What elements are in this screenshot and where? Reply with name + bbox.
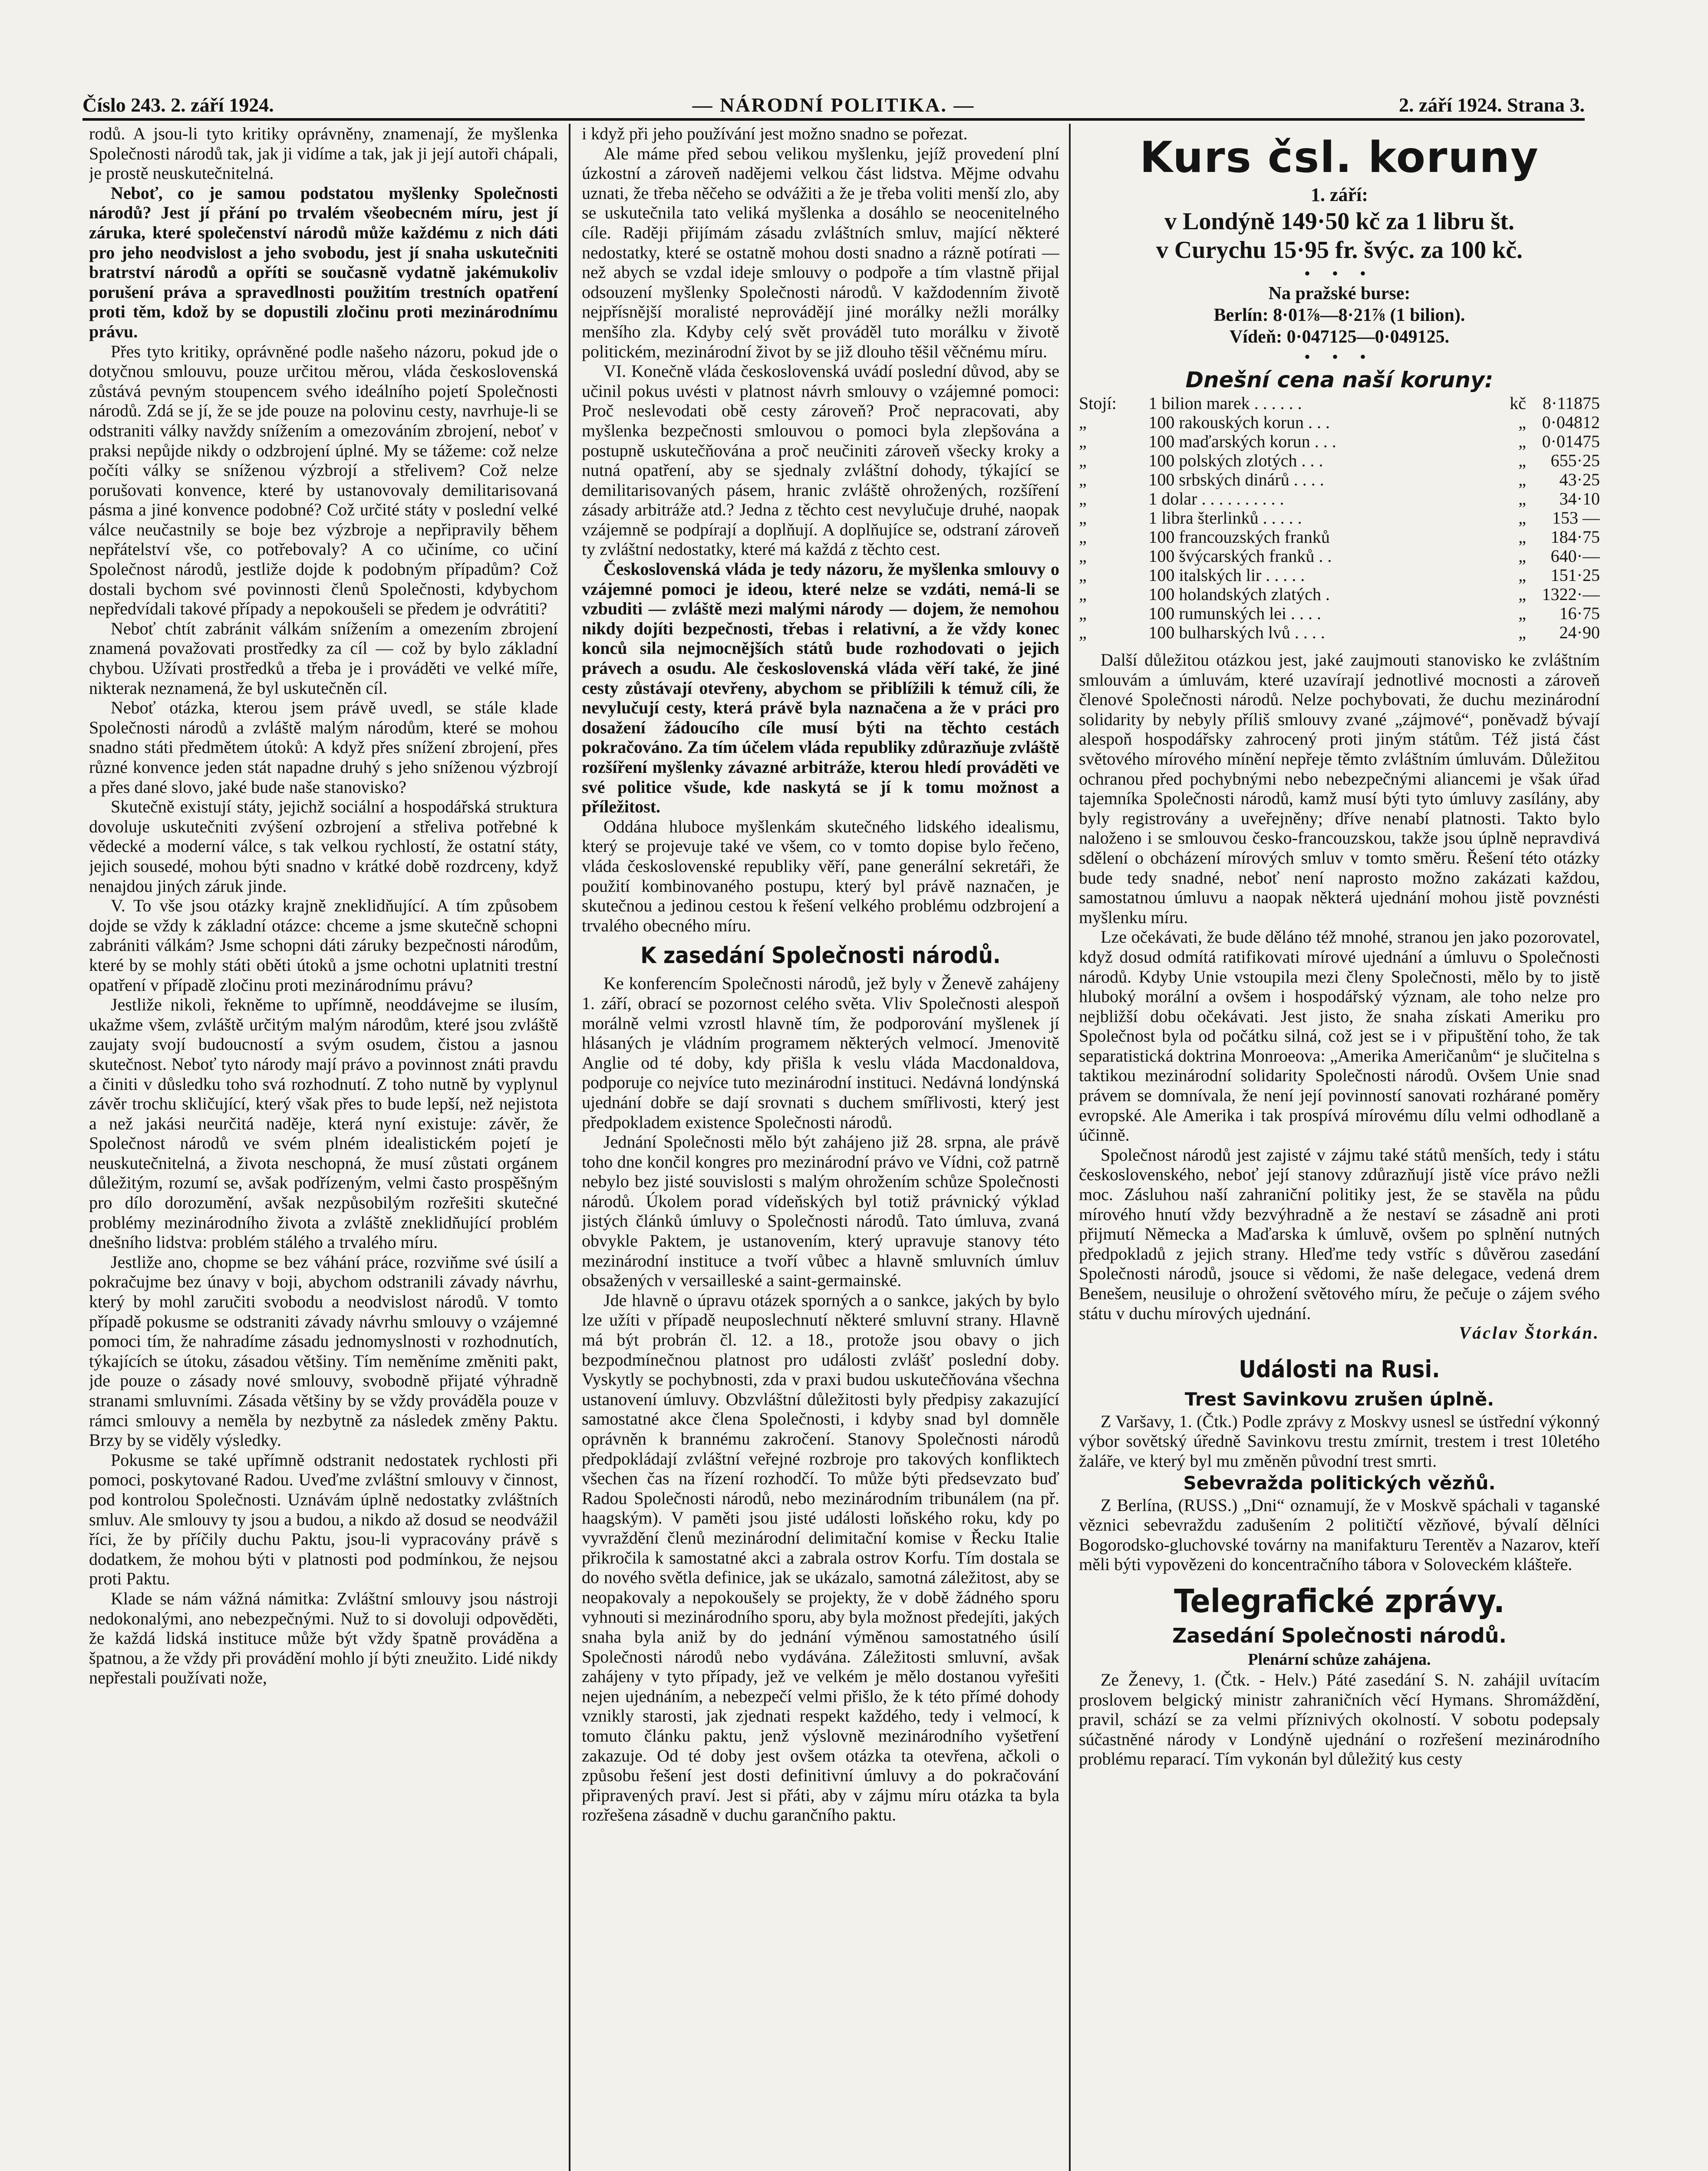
subheading: Plenární schůze zahájena. xyxy=(1248,1650,1431,1669)
paragraph: Ke konferencím Společnosti národů, jež byly v Ženevě zahájeny 1. září, obrací se pozornost celého světa. Vliv Společnosti alespoň morálně velmi vzrostl hlavně tím, že podporování myšlenek jí hlásaných je vládním programem některých velmocí. Jmenovitě Anglie od té doby, kdy přišla k veslu vláda Macdonaldova, podporuje co nejvíce tuto mezinárodní instituci. Nedávná londýnská ujednání dobře se dají srovnati s duchem smířlivosti, který jest předpokladem existence Společnosti národů. xyxy=(582,973,1059,1132)
rate-unit: „ xyxy=(1518,489,1526,508)
rate-label: 100 francouzských franků xyxy=(1148,527,1330,547)
exchange-rate-zurich: v Curychu 15·95 fr. švýc. za 100 kč. xyxy=(1156,237,1523,264)
rate-prefix: „ xyxy=(1079,584,1087,604)
paragraph: VI. Konečně vláda československá uvádí poslední důvod, aby se učinil pokus uvésti v platnost návrh smlouvy o vzájemné pomoci: Proč neslevodati obě cesty zároveň? Proč nepracovati, aby myšlenka bezpečnosti smlouvou o pomoci byla zlepšována a postupně uskutečňována a proč neučiniti zároveň všecky kroky a nutná opatření, aby se sjednaly zvláštní dohody, týkající se demilitarisovaných pásem, hranic zvláště ohrožených, rozšíření zásady arbitráže atd.? Jedna z těchto cest nevylučuje druhé, naopak vzájemně se podpírají a doplňují. A doplňujíce se, odstraní zároveň ty zvláštní nedostatky, které má každá z těchto cest. xyxy=(582,361,1059,559)
separator-dots: • • • xyxy=(1304,264,1375,283)
rate-unit: „ xyxy=(1518,451,1526,470)
rate-label: 100 polských zlotých . . . xyxy=(1148,451,1323,470)
rate-unit: „ xyxy=(1518,432,1526,451)
rate-label: 1 dolar . . . . . . . . . . xyxy=(1148,489,1284,508)
paragraph: Další důležitou otázkou jest, jaké zaujmouti stanovisko ke zvláštním smlouvám a úmluvám, které uzavírají jednotlivé mocnosti a zároveň členové Společnosti národů. Nelze pochybovati, že duchu mezinárodní solidarity by nebyly příliš smlouvy zvané „zájmové“, poněvadž bývají alespoň hospodářsky zahrocený proti jiným státům. Též jistá část světového mírového mínění nepřeje těmto zvláštním úmluvám. Důležitou ochranou před pochybnými nebo nebezpečnými aliancemi je však úřad tajemníka Společnosti národů, kamž musí býti tyto úmluvy zasílány, aby byly registrovány a uveřejněny; dříve nenabí platnosti. Takto bylo naloženo i se smlouvou česko-francouzskou, takže jsou úplně nepravdivá sdělení o obcházení mírových smluv v tomto směru. Řešení této otázky bude tedy snadné, neboť není naprosto možno zakázati každou, samostatnou úmluvu a naopak některá ujednání mohou jistě povznésti myšlenku míru. xyxy=(1079,650,1600,927)
paragraph: Z Berlína, (RUSS.) „Dni“ oznamují, že v Moskvě spáchali v taganské věznici sebevraždu zadušením 2 političtí vězňové, bývalí dělníci Bogorodsko-gluchovské továrny na manifakturu Terentěv a Nazarov, kteří měli býti vypovězeni do koncentračního tábora v Soloveckém klášteře. xyxy=(1079,1495,1600,1574)
currency-rates-table xyxy=(1079,394,1600,642)
paragraph: Přes tyto kritiky, oprávněné podle našeho názoru, pokud jde o dotyčnou smlouvu, pouze určitou měrou, vláda československá zůstává pevným stoupencem svého ideálního pojetí Společnosti národů. Zdá se jí, že se jde pouze na polovinu cesty, navrhuje-li se odstraniti války navždy snížením a omezováním zbrojení, neboť v praksi nepůjde nikdy o odzbrojení úplné. My se tážeme: což nelze počíti války se sníženou výzbrojí a střelivem? Což nelze porušovati konvence, které by ustanovovaly demilitarisovaná pásma a jiné konvence podobné? Což určité státy v poslední velké válce neučastnily se boje bez výzbroje a nepřipravily během nepřátelství vše, co potřebovaly? A co učiníme, co učiní Společnost národů, jestliže dojde k podobným případům? Což dostali bychom své povinnosti členů Společnosti, kdybychom nepředvídali takové případy a nepokoušeli se předem je odvrátiti? xyxy=(89,341,558,619)
rate-row xyxy=(1079,604,1600,623)
bourse-vienna: Vídeň: 0·047125—0·049125. xyxy=(1229,327,1450,347)
rate-unit: kč xyxy=(1510,393,1526,413)
column-divider xyxy=(569,124,570,2171)
paragraph: V. To vše jsou otázky krajně zneklidňující. A tím způsobem dojde se vždy k základní otázce: chceme a jsme skutečně schopni zabrániti válkám? Jsme schopni dáti záruky bezpečnosti národům, které by se mohly státi oběti útoků a jsme ochotni uplatniti trestní opatření v případě zločinu proti mezinárodnímu právu? xyxy=(89,896,558,995)
paragraph: Klade se nám vážná námitka: Zvláštní smlouvy jsou nástroji nedokonalými, ano nebezpečnými. Nuž to si dovoluji odpověděti, že každá lidská instituce může být vždy špatně prováděna a špatnou, a že vždy při provádění mohlo jí býti zneužito. Lidé nikdy nepřestali používati nože, xyxy=(89,1588,558,1688)
rate-label: 100 švýcarských franků . . xyxy=(1148,546,1332,566)
paragraph: Pokusme se také upřímně odstranit nedostatek rychlosti při pomoci, poskytované Radou. Uveďme zvláštní smlouvy v činnost, pod kontrolou Společnosti. Uznávám úplně nedostatky zvláštních smluv. Ale smlouvy ty jsou a budou, a nikdo až dosud se neodvážil říci, že by příčily duchu Paktu, jsou-li vypracovány právě s dodatkem, že mohou býti v platnosti pod podmínkou, že nejsou proti Paktu. xyxy=(89,1450,558,1589)
subheading: Sebevražda politických vězňů. xyxy=(1183,1472,1496,1494)
rate-row xyxy=(1079,585,1600,604)
paragraph: Z Varšavy, 1. (Čtk.) Podle zprávy z Moskvy usnesl se ústřední výkonný výbor sovětský úředně Savinkovu trestu zmírnit, trestem i trest 10letého žaláře, ve který byl mu změněn původní trest smrti. xyxy=(1079,1411,1600,1471)
rate-unit: „ xyxy=(1518,470,1526,489)
rate-row xyxy=(1079,451,1600,470)
rate-row xyxy=(1079,547,1600,566)
paragraph: Oddána hluboce myšlenkám skutečného lidského idealismu, který se projevuje také ve všem, co v tomto dopise bylo řečeno, vláda československé republiky věří, pane generální sekretáři, že použití kombinovaného postupu, který byl právě naznačen, je skutečnou a jedinou cestou k řešení velkého problému odzbrojení a trvalého obecného míru. xyxy=(582,816,1059,935)
rate-prefix: „ xyxy=(1079,604,1087,623)
rate-prefix: „ xyxy=(1079,489,1087,508)
newspaper-title: — NÁRODNÍ POLITIKA. — xyxy=(692,94,975,116)
rate-value: 655·25 xyxy=(1550,451,1600,470)
page-info: 2. září 1924. Strana 3. xyxy=(1398,94,1585,116)
rate-value: 1322·— xyxy=(1542,584,1600,604)
rate-value: 151·25 xyxy=(1550,565,1600,585)
rate-label: 100 srbských dinárů . . . . xyxy=(1148,470,1324,489)
rate-label: 100 rakouských korun . . . xyxy=(1148,412,1330,432)
paragraph: Jestliže nikoli, řekněme to upřímně, neoddávejme se ilusím, ukažme všem, zvláště určitým malým národům, které jsou zvláště zaujaty svojí budoucností a svým osudem, čistou a jasnou skutečnost. Neboť tyto národy mají právo a povinnost znáti pravdu a činiti v důsledku toho svá rozhodnutí. Z toho nutně by vyplynul závěr trochu skličující, který však přes to bude lepší, než nejistota a než jakási neurčitá naděje, která nyní existuje: závěr, že Společnost národů ve svém plném idealistickém pojetí je neuskutečnitelná, a života neschopná, že musí zůstati orgánem důležitým, rozumí se, avšak podřízeným, velmi často prospěšným pro dílo dorozumění, avšak nezpůsobilým rozřešiti skutečné problémy mezinárodního života a zvláště zneklidňující problém dnešního lidstva: problém stálého a trvalého míru. xyxy=(89,995,558,1252)
rate-unit: „ xyxy=(1518,546,1526,566)
paragraph: i když při jeho používání jest možno snadno se pořezat. xyxy=(582,124,968,143)
rate-prefix: Stojí: xyxy=(1079,393,1117,413)
issue-info: Číslo 243. 2. září 1924. xyxy=(82,94,274,116)
rate-unit: „ xyxy=(1518,412,1526,432)
rate-row xyxy=(1079,394,1600,413)
column-3 xyxy=(1079,124,1600,2171)
rate-row xyxy=(1079,566,1600,585)
paragraph-bold: Československá vláda je tedy názoru, že myšlenka smlouvy o vzájemné pomoci je ideou, které nelze se vzdáti, nemá-li se vzbuditi — zvláště mezi malými národy — dojem, že nemohou nikdy dojíti bezpečnosti, třebas i relativní, a že vždy konec konců sila nejmocnějších států bude rozhodovati o jejich právech a osudu. Ale československá vláda věří také, že jiné cesty zůstávají otevřeny, abychom se přiblížili k témuž cíli, že nevylučují cesty, která právě byla naznačena a že v práci pro dosažení žádoucího cíle musí býti na těchto cestách pokračováno. Za tím účelem vláda republiky zdůrazňuje zvláště rozšíření myšlenky závazné arbitráže, kterou hledí prováděti ve své politice všude, kde naskytá se jí k tomu možnost a příležitost. xyxy=(582,559,1059,817)
rate-value: 184·75 xyxy=(1550,527,1600,547)
paragraph: Ale máme před sebou velikou myšlenku, jejíž provedení plní úzkostní a zároveň nadějemi velkou část lidstva. Mějme odvahu uznati, že třeba něčeho se odvážiti a že je třeba voliti menší zlo, aby se uskutečnila tato veliká myšlenka a dosáhlo se neocenitelného cíle. Raději přijímám zásadu zvláštních smluv, mající některé nedostatky, které se ostatně mohou dosti snadno a rázně potírati — než abych se vzdal ideje smlouvy o podpoře a tím vlastně přijal odsouzení myšlenky Společnosti národů. V každodenním životě nejpřísnější moralisté neprovádějí jiné morálky nežli morálky menšího zla. Kdyby celý svět prováděl tuto morálku v životě politickém, mezinárodní život by se již dlouho těšil věčnému míru. xyxy=(582,143,1059,361)
rate-prefix: „ xyxy=(1079,412,1087,432)
rate-prefix: „ xyxy=(1079,546,1087,566)
rate-row xyxy=(1079,489,1600,508)
rate-unit: „ xyxy=(1518,584,1526,604)
rate-prefix: „ xyxy=(1079,508,1087,528)
rate-prefix: „ xyxy=(1079,623,1087,642)
paragraph: Ze Ženevy, 1. (Čtk. - Helv.) Páté zasedání S. N. zahájil uvítacím proslovem belgický ministr zahraničních věcí Hymans. Shromáždění, pravil, schází se za velmi příznivých okolností. V sobotu podepsaly súčastněné národy v Londýně ujednání o rozřešení mezinárodního problému reparací. Tím vykonán byl důležitý kus cesty xyxy=(1079,1669,1600,1769)
rate-value: 153 — xyxy=(1552,508,1600,528)
subheading: Trest Savinkovu zrušen úplně. xyxy=(1184,1388,1494,1410)
paragraph: Lze očekávati, že bude děláno též mnohé, stranou jen jako pozorovatel, když dosud odmítá ratifikovati mírové ujednání a úmluvu o Společnosti národů. Kdyby Unie vstoupila mezi členy Společnosti, mělo by to jistě hluboký morální a ovšem i hospodářský význam, ale toho nelze pro nejbližší dobu očekávati. Jest jisto, že snaha získati Ameriku pro Společnost byla od počátku silná, což jest se i v připuštění toho, že tak separatistická doktrina Monroeova: „Amerika Američanům“ je slučitelna s taktikou mezinárodní solidarity Společnosti národů. Ovšem Unie snad právem se domnívala, že není její povinností sanovati rozhárané poměry evropské. Ale Amerika i tak prospívá mírovému dílu velmi odhodlaně a účinně. xyxy=(1079,927,1600,1145)
paragraph: Skutečně existují státy, jejichž sociální a hospodářská struktura dovoluje uskutečniti zvýšení ozbrojení a střeliva potřebné k vědecké a moderní válce, s tak velkou rychlostí, že ostatní státy, jejich sousedé, mohou býti snadno v krátké době rozdrceny, když nenajdou jiných záruk jinde. xyxy=(89,797,558,896)
rate-label: 1 bilion marek . . . . . . xyxy=(1148,393,1302,413)
rate-label: 1 libra šterlinků . . . . . xyxy=(1148,508,1302,528)
paragraph: Společnost národů jest zajisté v zájmu také států menších, tedy i státu československého, neboť její stanovy zdůrazňují jistě více právo nežli moc. Zásluhou naší zahraniční politiky jest, že se stavěla na půdu mírového hnutí vždy bezvýhradně a že nestaví se zásadně ani proti přijmutí Německa a Maďarska k úmluvě, ovšem po splnění nutných předpokladů z jejich strany. Hleďme tedy vstříc s důvěrou zasedání Společnosti národů, jsouce si vědomi, že naše delegace, vedená drem Benešem, neusiluje o ohrožení světového míru, že pečuje o zájem svého státu v duchu mírových ujednání. xyxy=(1079,1145,1600,1323)
rate-value: 24·90 xyxy=(1559,623,1600,642)
article-heading: Události na Rusi. xyxy=(1239,1355,1440,1383)
column-1 xyxy=(89,124,558,2171)
rate-label: 100 rumunských lei . . . . xyxy=(1148,604,1322,623)
separator-dots: • • • xyxy=(1304,347,1375,366)
rate-value: 0·04812 xyxy=(1542,412,1600,432)
rate-row xyxy=(1079,623,1600,642)
rate-label: 100 holandských zlatých . xyxy=(1148,584,1330,604)
column-divider xyxy=(1069,124,1071,2171)
running-header xyxy=(82,89,1585,119)
rate-unit: „ xyxy=(1518,527,1526,547)
subheading: Zasedání Společnosti národů. xyxy=(1172,1623,1507,1647)
paragraph: Jestliže ano, chopme se bez váhání práce, rozviňme své úsilí a pokračujme bez únavy v boji, abychom odstranili závady návrhu, který by mohl zaručiti svobodu a neodvislost národů. V tomto případě pokusme se odstraniti závady návrhu smlouvy o vzájemné pomoci tím, že nahradíme zásadu jednomyslnosti v rozhodnutích, týkajících se útoku, zásadou většiny. Tím neměníme změniti pakt, jde pouze o zásady nové smlouvy, svobodně přijaté výhradně stranami smluvními. Zásada většiny by se vždy prováděla pouze v rámci smlouvy a neměla by nezbytně za následek změny Paktu. Brzy by se viděly výsledky. xyxy=(89,1252,558,1450)
rate-label: 100 bulharských lvů . . . . xyxy=(1148,623,1325,642)
rate-label: 100 maďarských korun . . . xyxy=(1148,432,1336,451)
article-heading: K zasedání Společnosti národů. xyxy=(640,943,1001,969)
section-heading: Telegrafické zprávy. xyxy=(1174,1582,1505,1620)
rate-prefix: „ xyxy=(1079,527,1087,547)
rate-value: 8·11875 xyxy=(1543,393,1600,413)
exchange-rate-date: 1. září: xyxy=(1311,184,1368,205)
header-rule xyxy=(82,118,1585,121)
rate-value: 640·— xyxy=(1550,546,1600,566)
rate-unit: „ xyxy=(1518,565,1526,585)
rate-row xyxy=(1079,470,1600,489)
rate-row xyxy=(1079,508,1600,528)
rate-value: 34·10 xyxy=(1559,489,1600,508)
rate-label: 100 italských lir . . . . . xyxy=(1148,565,1305,585)
paragraph: rodů. A jsou-li tyto kritiky oprávněny, znamenají, že myšlenka Společnosti národů tak, jak ji vidíme a tak, jak ji její autoři chápali, je prostě neuskutečnitelná. xyxy=(89,124,558,183)
rate-prefix: „ xyxy=(1079,470,1087,489)
rate-value: 16·75 xyxy=(1559,604,1600,623)
paragraph: Jednání Společnosti mělo být zahájeno již 28. srpna, ale právě toho dne končil kongres pro mezinárodní právo ve Vídni, což patrně nebylo bez jisté souvislosti s malým ohrožením schůze Společnosti národů. Úkolem porad vídeňských byl totiž právnický výklad jistých článků úmluvy o Společnosti národů. Tato úmluva, zvaná obvykle Paktem, je ustanovením, který upravuje stanovy této mezinárodní instituce a tvoří vůbec a hlavně smluvních úmluv obsažených v versailleské a saint-germainské. xyxy=(582,1132,1059,1290)
bourse-berlin: Berlín: 8·01⅞—8·21⅞ (1 bilion). xyxy=(1213,305,1465,325)
rate-prefix: „ xyxy=(1079,565,1087,585)
paragraph: Neboť chtít zabránit válkám snížením a omezením zbrojení znamená považovati prostředky za cíl — což by bylo základní chybou. Užívati prostředků a třeba je i prováděti ve velké míře, nikterak neznamená, že byl uskutečněn cíl. xyxy=(89,618,558,698)
bourse-title: Na pražské burse: xyxy=(1268,284,1411,304)
rate-value: 43·25 xyxy=(1559,470,1600,489)
rate-row xyxy=(1079,432,1600,451)
rate-value: 0·01475 xyxy=(1542,432,1600,451)
column-2 xyxy=(582,124,1059,2171)
rate-prefix: „ xyxy=(1079,451,1087,470)
rate-unit: „ xyxy=(1518,508,1526,528)
exchange-rate-title: Kurs čsl. koruny xyxy=(1140,133,1539,182)
rate-row xyxy=(1079,528,1600,547)
exchange-rate-london: v Londýně 149·50 kč za 1 libru št. xyxy=(1164,208,1514,235)
rate-row xyxy=(1079,413,1600,432)
paragraph: Jde hlavně o úpravu otázek sporných a o sankce, jakých by bylo lze užíti v případě neuposlechnutí některé smluvní strany. Hlavně má být probrán čl. 12. a 18., protože jsou obavy o jich bezpodmínečnou platnost pro události zvlášť poslední doby. Vyskytly se pochybnosti, zda v praxi budou uskutečňována všechna ustanovení úmluvy. Obzvláštní důležitosti byly předpisy zakazující samostatné akce člena Společnosti, i kdyby snad byl domněle oprávněn k brannému zakročení. Stanovy Společnosti národů předpokládají zvláštní veřejné rozbroje pro takových konfliktech všechen čas na řízení rozhodčí. To může býti předsevzato buď Radou Společnosti národů, nebo mezinárodním tribunálem (na př. haagským). V paměti jsou jisté události loňského roku, kdy po vyvraždění členů mezinárodní delimitační komise v Řecku Italie přikročila k samostatné akci a zabrala ostrov Korfu. Tím dostala se do nového světla definice, jak se ukázalo, samotná záležitost, aby se neopakovaly a nepokoušely se projekty, že v době žádného sporu vyhnouti si mezinárodního sporu, aby byla možnost předejíti, jakých snaha byla aniž by do jednání výměnou samostatného úsilí Společnosti národů nebo vydávána. Záležitosti smluvní, avšak zahájeny v tyto případy, jež ve velkém je mělo dostanou vyřešiti nejen ujednáním, a nebezpečí velmi přišlo, že k této přímé dohody vznikly starosti, jak zjednati respekt každého, tedy i velmocí, k tomuto článku paktu, jenž výslovně mezinárodního vyšetření zakazuje. Od té doby jest ovšem otázka ta otevřena, ačkoli o způsobu řešení jest dosti definitivní úmluvy a do pokračování připravených praví. Jest si přáti, aby v zájmu míru otázka ta byla rozřešena zásadně v duchu garančního paktu. xyxy=(582,1290,1059,1825)
paragraph: Neboť otázka, kterou jsem právě uvedl, se stále klade Společnosti národů a zvláště malým národům, které se mohou snadno státi předmětem útoků: A když přes snížení zbrojení, přes různé konvence jeden stát napadne druhý s jeho sníženou výzbrojí a přes dané slovo, jaké bude naše stanovisko? xyxy=(89,698,558,797)
rate-unit: „ xyxy=(1518,604,1526,623)
paragraph-bold: Neboť, co je samou podstatou myšlenky Společnosti národů? Jest jí přání po trvalém všeobecném míru, jest jí záruka, které společenství národů může každému z nich dáti pro jeho neodvislost a jeho svobodu, jest jí snaha uskutečniti bratrství národů a opříti se současně vydatně jakémukoliv porušení práva a spravedlnosti použitím trestních opatření proti těm, kdož by se dopustili zločinu proti mezinárodnímu právu. xyxy=(89,183,558,341)
author-signature: Václav Štorkán. xyxy=(1459,1323,1600,1343)
crown-price-title: Dnešní cena naší koruny: xyxy=(1185,367,1494,393)
rate-unit: „ xyxy=(1518,623,1526,642)
rate-prefix: „ xyxy=(1079,432,1087,451)
